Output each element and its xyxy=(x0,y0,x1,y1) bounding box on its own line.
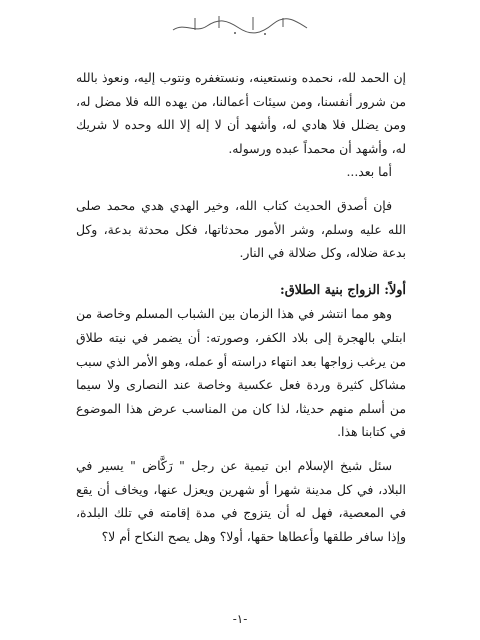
section-paragraph-1: وهو مما انتشر في هذا الزمان بين الشباب المسلم وخاصة من ابتلي بالهجرة إلى بلاد الكفر، وصورته: أن يضمر في نيته طلاق من يرغب زواجها بعد انتهاء دراسته أو عمله، وهو الأمر الذي سبب مشاكل كثيرة وردة فعل عكسية وخاصة عند النصارى ولا سيما من أسلم منهم حديثا، لذا كان من المناسب عرض هذا الموضوع في كتابنا هذا. xyxy=(76,306,406,440)
page-number: -١- xyxy=(232,612,248,626)
calligraphy-ornament-icon xyxy=(165,12,315,38)
basmala-header xyxy=(0,12,480,38)
intro-paragraph: إن الحمد لله، نحمده ونستعينه، ونستغفره ونتوب إليه، ونعوذ بالله من شرور أنفسنا، ومن سيئات أعمالنا، من يهده الله فلا مضل له، ومن يضلل فلا هادي له، وأشهد أن لا إله إلا الله وحده لا شريك له، وأشهد أن محمداً عبده ورسوله. xyxy=(76,70,406,156)
page-body-text xyxy=(76,66,406,548)
hadith-paragraph: فإن أصدق الحديث كتاب الله، وخير الهدي هدي محمد صلى الله عليه وسلم، وشر الأمور محدثاتها، فكل محدثة بدعة، وكل بدعة ضلاله، وكل ضلالة في النار. xyxy=(76,197,406,261)
section-heading: أولاً: الزواج بنية الطلاق: xyxy=(279,282,406,298)
section-paragraph-2: سئل شيخ الإسلام ابن تيمية عن رجل " رَكَّاض " يسير في البلاد، في كل مدينة شهرا أو شهرين ويعزل عنها، ويخاف أن يقع في المعصية، فهل له أن يتزوج في مدة إقامته في تلك البلدة، وإذا سافر طلقها وأعطاها حقها، أولا؟ وهل يصح النكاح أم لا؟ xyxy=(76,457,406,544)
amma-bad-line: أما بعد... xyxy=(346,164,392,180)
